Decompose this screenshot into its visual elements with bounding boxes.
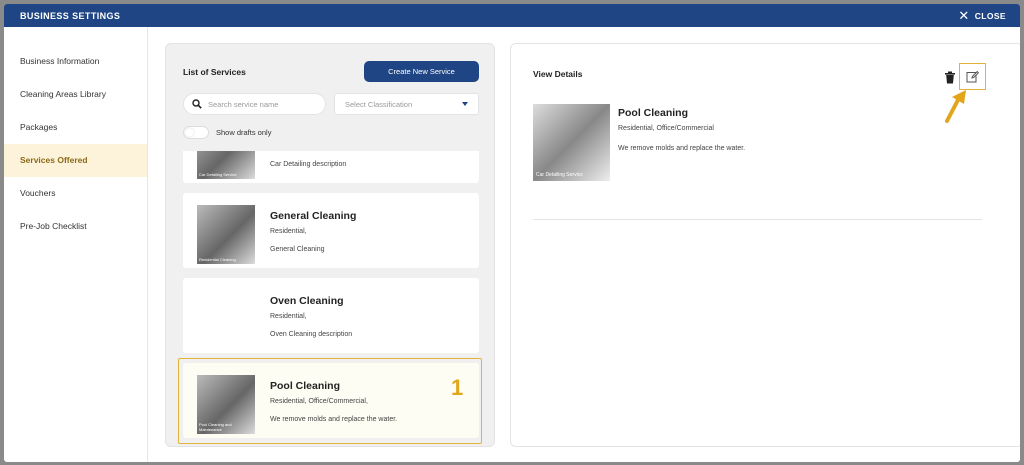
close-icon: ✕ [958, 8, 970, 23]
service-thumbnail [197, 375, 255, 434]
classification-select[interactable] [334, 93, 479, 115]
service-card-car-detailing[interactable] [183, 151, 479, 183]
detail-thumbnail [533, 104, 610, 181]
classification-select-value: Select Classification [345, 99, 413, 109]
services-list-panel [165, 43, 495, 447]
list-title: List of Services [183, 67, 246, 77]
service-thumbnail [197, 205, 255, 264]
view-details-panel [510, 43, 1020, 447]
title-bar [4, 4, 1020, 27]
service-name: General Cleaning [270, 210, 357, 222]
sidebar-item-pre-job-checklist[interactable]: Pre-Job Checklist [20, 221, 87, 231]
service-card-general-cleaning[interactable] [183, 193, 479, 268]
arrow-icon [941, 88, 971, 124]
services-list [183, 151, 479, 447]
service-description: Car Detailing description [270, 161, 347, 168]
thumbnail-caption: Pool Cleaning and Maintenance [199, 422, 232, 432]
edit-icon [966, 70, 979, 83]
drafts-toggle-row [183, 126, 271, 139]
sidebar-item-vouchers[interactable]: Vouchers [20, 188, 56, 198]
service-card-pool-cleaning[interactable] [183, 363, 479, 438]
service-classification: Residential, [270, 228, 307, 235]
detail-service-name: Pool Cleaning [618, 107, 689, 119]
service-classification: Residential, Office/Commercial, [270, 398, 368, 405]
service-name: Oven Cleaning [270, 295, 344, 307]
search-icon [192, 99, 202, 109]
service-name: Pool Cleaning [270, 380, 341, 392]
thumbnail-caption: Residential Cleaning [199, 257, 236, 262]
service-description: Oven Cleaning description [270, 331, 353, 338]
window-title: BUSINESS SETTINGS [20, 10, 121, 21]
trash-icon[interactable] [944, 71, 956, 84]
chevron-down-icon [462, 102, 468, 106]
settings-sidebar [4, 27, 148, 462]
business-settings-window [4, 4, 1020, 462]
step-marker: 1 [451, 375, 464, 400]
sidebar-item-packages[interactable]: Packages [20, 122, 58, 132]
sidebar-item-business-information[interactable]: Business Information [20, 56, 100, 66]
service-thumbnail [197, 151, 255, 179]
sidebar-item-services-offered[interactable]: Services Offered [4, 144, 147, 177]
service-classification: Residential, [270, 313, 307, 320]
close-button[interactable] [958, 9, 1006, 22]
service-description: We remove molds and replace the water. [270, 416, 398, 423]
edit-button[interactable] [959, 63, 986, 90]
search-field[interactable] [183, 93, 326, 115]
details-divider [533, 219, 982, 220]
close-label: CLOSE [974, 10, 1006, 21]
drafts-toggle-label: Show drafts only [216, 128, 272, 137]
thumbnail-caption: Car Detailing Service [199, 172, 237, 177]
create-new-service-button[interactable]: Create New Service [364, 61, 479, 82]
detail-thumbnail-caption: Car Detailing Service [536, 172, 583, 178]
view-details-title: View Details [533, 69, 583, 79]
search-input[interactable] [208, 100, 318, 109]
detail-service-classification: Residential, Office/Commercial [618, 125, 714, 132]
service-card-oven-cleaning[interactable] [183, 278, 479, 353]
detail-service-description: We remove molds and replace the water. [618, 145, 746, 152]
main-content [149, 27, 1020, 462]
sidebar-item-cleaning-areas-library[interactable]: Cleaning Areas Library [20, 89, 106, 99]
drafts-toggle[interactable] [183, 126, 209, 139]
service-description: General Cleaning [270, 246, 325, 253]
